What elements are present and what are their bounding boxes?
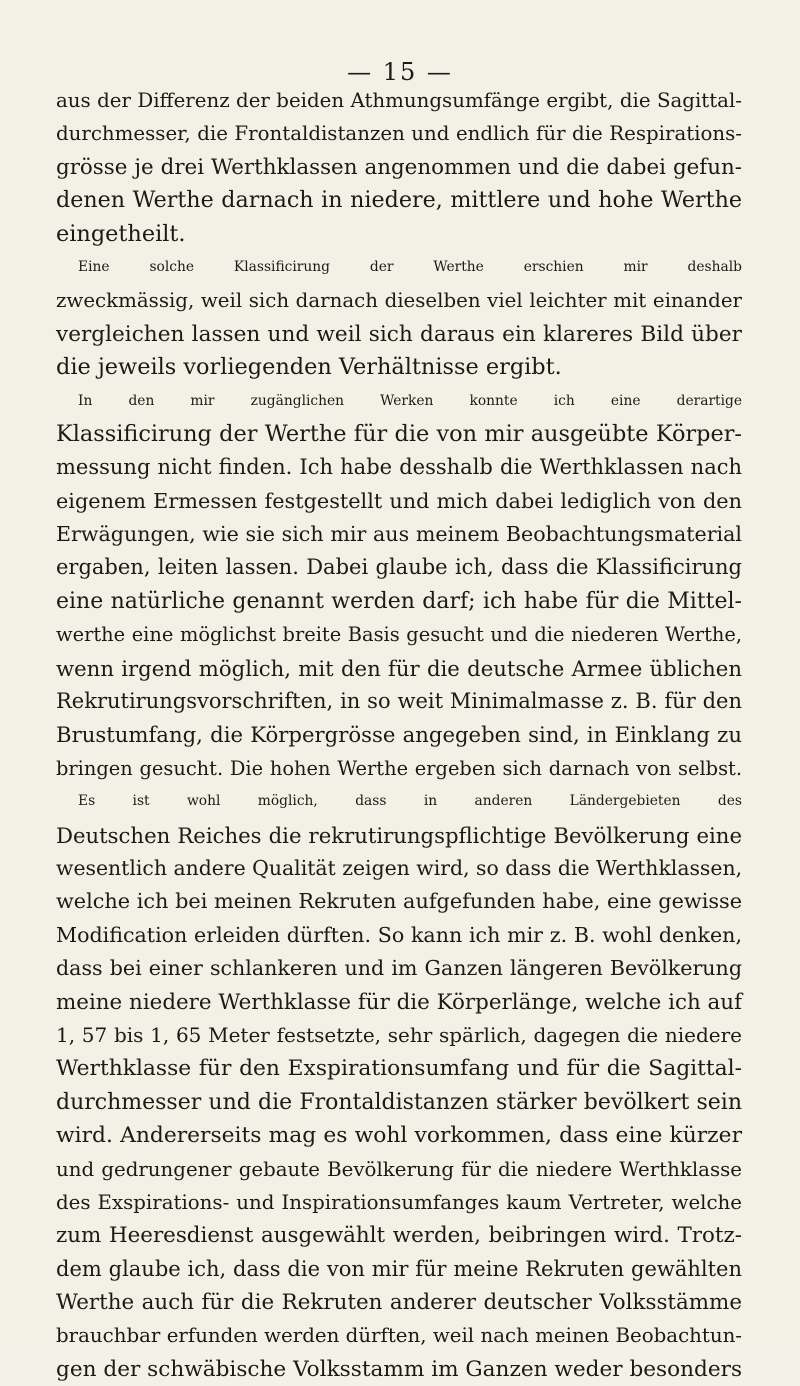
text-line: Modification erleiden dürften. So kann ich mir z. B. wohl denken,: [56, 922, 742, 947]
text-line: und gedrungener gebaute Bevölkerung für die niedere Werthklasse: [56, 1157, 742, 1181]
text-line: In den mir zugänglichen Werken konnte ich eine derartige: [78, 392, 742, 409]
text-line: wesentlich andere Qualität zeigen wird, so dass die Werthklassen,: [56, 855, 743, 880]
text-line: wenn irgend möglich, mit den für die deutsche Armee üblichen: [56, 655, 742, 681]
body-text: [56, 84, 742, 1386]
text-line: wird. Andererseits mag es wohl vorkommen, dass eine kürzer: [56, 1123, 742, 1149]
text-line: zum Heeresdienst ausgewählt werden, beibringen wird. Trotz-: [56, 1223, 742, 1249]
text-line: denen Werthe darnach in niedere, mittlere und hohe Werthe: [56, 187, 742, 214]
text-line: welche ich bei meinen Rekruten aufgefunden habe, eine gewisse: [56, 889, 742, 914]
text-line: dass bei einer schlankeren und im Ganzen längeren Bevölkerung: [56, 956, 742, 981]
text-line: gen der schwäbische Volksstamm im Ganzen weder besonders: [56, 1356, 743, 1382]
text-line: Eine solche Klassificirung der Werthe erschien mir deshalb: [78, 258, 742, 275]
text-line: durchmesser und die Frontaldistanzen stärker bevölkert sein: [56, 1089, 742, 1115]
page-number: — 15 —: [347, 58, 453, 86]
text-line: Brustumfang, die Körpergrösse angegeben sind, in Einklang zu: [56, 722, 742, 748]
text-line: die jeweils vorliegenden Verhältnisse ergibt.: [56, 354, 562, 381]
text-line: Es ist wohl möglich, dass in anderen Ländergebieten des: [78, 793, 742, 810]
text-line: ergaben, leiten lassen. Dabei glaube ich, dass die Klassificirung: [56, 555, 742, 580]
text-line: 1, 57 bis 1, 65 Meter festsetzte, sehr spärlich, dagegen die niedere: [56, 1022, 742, 1047]
text-line: meine niedere Werthklasse für die Körperlänge, welche ich auf: [56, 989, 742, 1015]
text-line: eigenem Ermessen festgestellt und mich dabei lediglich von den: [56, 488, 742, 513]
text-line: werthe eine möglichst breite Basis gesucht und die niederen Werthe,: [56, 623, 742, 647]
text-line: des Exspirations- und Inspirationsumfanges kaum Vertreter, welche: [56, 1190, 742, 1214]
text-line: Klassificirung der Werthe für die von mir ausgeübte Körper-: [56, 420, 742, 447]
text-line: aus der Differenz der beiden Athmungsumfänge ergibt, die Sagittal-: [56, 89, 742, 112]
text-line: Rekrutirungsvorschriften, in so weit Minimalmasse z. B. für den: [56, 689, 742, 714]
text-line: durchmesser, die Frontaldistanzen und endlich für die Respirations-: [56, 122, 742, 146]
text-line: eingetheilt.: [56, 220, 186, 247]
text-line: messung nicht finden. Ich habe desshalb die Werthklassen nach: [56, 455, 742, 480]
text-line: eine natürliche genannt werden darf; ich habe für die Mittel-: [56, 588, 742, 614]
text-line: vergleichen lassen und weil sich daraus ein klareres Bild über: [56, 321, 742, 347]
text-line: dem glaube ich, dass die von mir für meine Rekruten gewählten: [56, 1256, 742, 1281]
text-line: brauchbar erfunden werden dürften, weil nach meinen Beobachtun-: [56, 1324, 742, 1348]
text-line: Werthe auch für die Rekruten anderer deutscher Volksstämme: [56, 1290, 742, 1316]
text-line: grösse je drei Werthklassen angenommen und die dabei gefun-: [56, 154, 742, 180]
text-line: Erwägungen, wie sie sich mir aus meinem Beobachtungsmaterial: [56, 522, 742, 547]
text-line: Werthklasse für den Exspirationsumfang und für die Sagittal-: [56, 1056, 742, 1082]
text-line: zweckmässig, weil sich darnach dieselben viel leichter mit einander: [56, 289, 742, 313]
text-line: bringen gesucht. Die hohen Werthe ergeben sich darnach von selbst.: [56, 756, 742, 780]
text-line: Deutschen Reiches die rekrutirungspflichtige Bevölkerung eine: [56, 822, 742, 848]
